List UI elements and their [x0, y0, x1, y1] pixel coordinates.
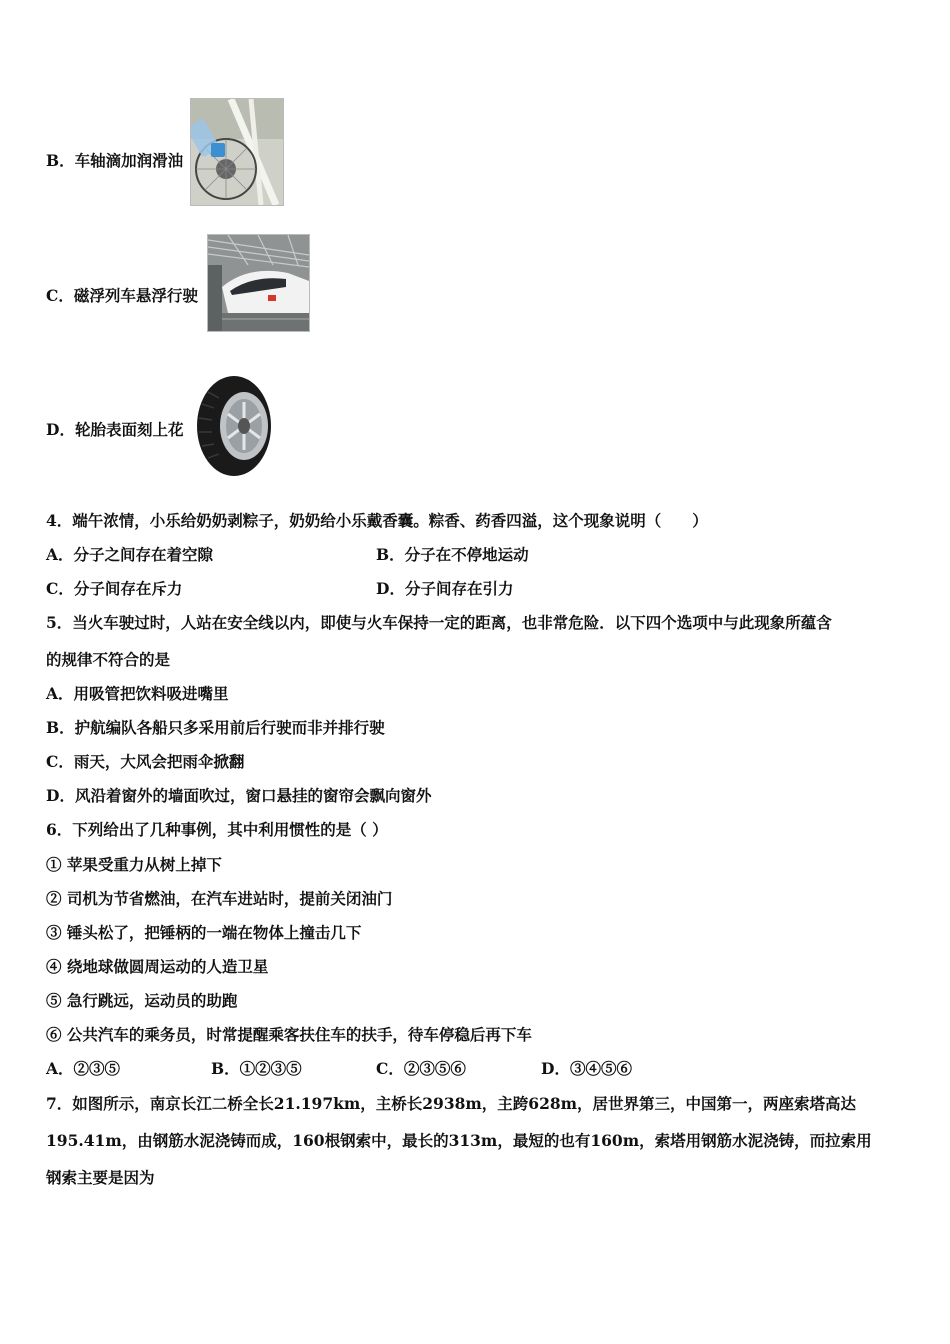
q6-item: ③ 锤头松了，把锤柄的一端在物体上撞击几下 — [46, 923, 362, 942]
q4-option-b: B．分子在不停地运动 — [376, 545, 529, 564]
q5-stem-line2: 的规律不符合的是 — [46, 650, 171, 669]
q5-option-c: C．雨天，大风会把雨伞掀翻 — [46, 752, 245, 771]
q6-option-a: A．②③⑤ — [46, 1059, 121, 1078]
q6-option-d: D．③④⑤⑥ — [541, 1059, 632, 1078]
q6-item: ⑤ 急行跳远，运动员的助跑 — [46, 991, 238, 1010]
q6-option-b: B．①②③⑤ — [211, 1059, 302, 1078]
q4-option-a: A．分子之间存在着空隙 — [46, 545, 214, 564]
q5-option-a: A．用吸管把饮料吸进嘴里 — [46, 684, 229, 703]
q4-option-d: D．分子间存在引力 — [376, 579, 514, 598]
q6-item: ② 司机为节省燃油，在汽车进站时，提前关闭油门 — [46, 889, 393, 908]
q6-item: ① 苹果受重力从树上掉下 — [46, 855, 222, 874]
q7-stem-line1: 7．如图所示，南京长江二桥全长21.197km，主桥长2938m，主跨628m，居世界第三，中国第一，两座索塔高达 — [46, 1094, 857, 1113]
q4-option-c: C．分子间存在斥力 — [46, 579, 183, 598]
q6-item: ⑥ 公共汽车的乘务员，时常提醒乘客扶住车的扶手，待车停稳后再下车 — [46, 1025, 532, 1044]
maglev-train-photo — [207, 234, 310, 332]
q7-stem-line3: 钢索主要是因为 — [46, 1168, 155, 1187]
q5-option-b: B．护航编队各船只多采用前后行驶而非并排行驶 — [46, 718, 385, 737]
q5-stem-line1: 5．当火车驶过时，人站在安全线以内，即使与火车保持一定的距离，也非常危险．以下四个选项中与此现象所蕴含 — [46, 613, 832, 632]
q4-stem: 4．端午浓情，小乐给奶奶剥粽子，奶奶给小乐戴香囊。粽香、药香四溢，这个现象说明（ ） — [46, 511, 708, 530]
tire-photo — [194, 374, 274, 478]
q7-stem-line2: 195.41m，由钢筋水泥浇铸而成，160根钢索中，最长的313m，最短的也有160m，索塔用钢筋水泥浇铸，而拉索用 — [46, 1131, 872, 1150]
bicycle-axle-photo — [190, 98, 284, 206]
option-c-q3: C．磁浮列车悬浮行驶 — [46, 286, 198, 305]
q6-stem: 6．下列给出了几种事例，其中利用惯性的是（ ） — [46, 820, 388, 839]
q5-option-d: D．风沿着窗外的墙面吹过，窗口悬挂的窗帘会飘向窗外 — [46, 786, 432, 805]
q6-option-c: C．②③⑤⑥ — [376, 1059, 466, 1078]
q6-item: ④ 绕地球做圆周运动的人造卫星 — [46, 957, 269, 976]
option-d-q3: D．轮胎表面刻上花 — [46, 420, 184, 439]
option-b-q3: B．车轴滴加润滑油 — [46, 151, 184, 170]
